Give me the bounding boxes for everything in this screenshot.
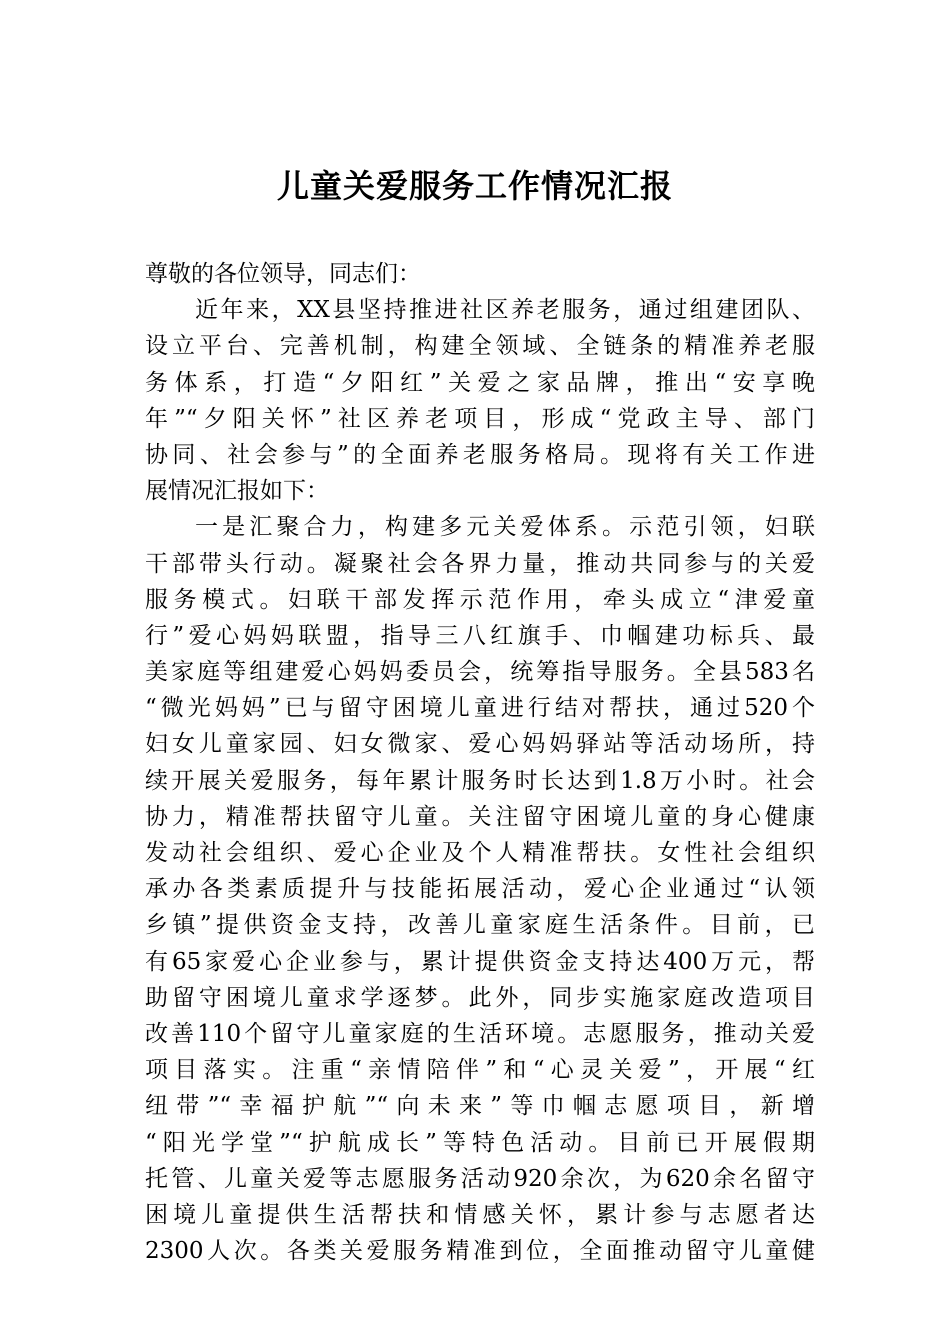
body-text-line: 困境儿童提供生活帮扶和情感关怀，累计参与志愿者达 bbox=[145, 1201, 815, 1228]
body-text-line: 一是汇聚合力，构建多元关爱体系。示范引领，妇联 bbox=[195, 514, 815, 541]
body-text-line: 协力，精准帮扶留守儿童。关注留守困境儿童的身心健康 bbox=[145, 803, 815, 830]
body-text-line: 干部带头行动。凝聚社会各界力量，推动共同参与的关爱 bbox=[145, 550, 815, 577]
body-text-line: 续开展关爱服务，每年累计服务时长达到1.8万小时。社会 bbox=[145, 767, 815, 794]
body-text-line: 有65家爱心企业参与，累计提供资金支持达400万元，帮 bbox=[145, 948, 815, 975]
body-text-line: “微光妈妈”已与留守困境儿童进行结对帮扶，通过520个 bbox=[145, 695, 815, 722]
body-text-line: 展情况汇报如下： bbox=[145, 478, 329, 505]
body-text-line: 发动社会组织、爱心企业及个人精准帮扶。女性社会组织 bbox=[145, 840, 815, 866]
body-text-line: 务体系，打造“夕阳红”关爱之家品牌，推出“安享晚 bbox=[145, 369, 815, 396]
body-text-line: 托管、儿童关爱等志愿服务活动920余次，为620余名留守 bbox=[145, 1165, 815, 1192]
body-text-line: 近年来，XX县坚持推进社区养老服务，通过组建团队、 bbox=[195, 297, 815, 324]
body-text-line: 行”爱心妈妈联盟，指导三八红旗手、巾帼建功标兵、最 bbox=[145, 622, 815, 649]
body-text-line: 年”“夕阳关怀”社区养老项目，形成“党政主导、部门 bbox=[145, 405, 815, 432]
body-text-line: 设立平台、完善机制，构建全领域、全链条的精准养老服 bbox=[145, 333, 815, 360]
body-text-line: 美家庭等组建爱心妈妈委员会，统筹指导服务。全县583名 bbox=[145, 659, 815, 686]
body-text-line: 项目落实。注重“亲情陪伴”和“心灵关爱”，开展“红 bbox=[145, 1057, 815, 1084]
body-text-line: 助留守困境儿童求学逐梦。此外，同步实施家庭改造项目 bbox=[145, 984, 815, 1011]
body-text-line: 妇女儿童家园、妇女微家、爱心妈妈驿站等活动场所，持 bbox=[145, 731, 815, 758]
body-text-line: 尊敬的各位领导，同志们： bbox=[145, 261, 421, 287]
body-text-line: 2300人次。各类关爱服务精准到位，全面推动留守儿童健 bbox=[145, 1238, 815, 1265]
body-text-line: 服务模式。妇联干部发挥示范作用，牵头成立“津爱童 bbox=[145, 586, 815, 613]
body-text-line: 纽带”“幸福护航”“向未来”等巾帼志愿项目，新增 bbox=[145, 1093, 815, 1120]
body-text-line: 协同、社会参与”的全面养老服务格局。现将有关工作进 bbox=[145, 441, 815, 468]
document-body bbox=[145, 256, 815, 1269]
body-text-line: 乡镇”提供资金支持，改善儿童家庭生活条件。目前，已 bbox=[145, 912, 815, 939]
document-title: 儿童关爱服务工作情况汇报 bbox=[276, 167, 673, 205]
body-text-line: 改善110个留守儿童家庭的生活环境。志愿服务，推动关爱 bbox=[145, 1020, 815, 1047]
body-text-line: 承办各类素质提升与技能拓展活动，爱心企业通过“认领 bbox=[145, 876, 815, 903]
body-text-line: “阳光学堂”“护航成长”等特色活动。目前已开展假期 bbox=[145, 1129, 815, 1156]
